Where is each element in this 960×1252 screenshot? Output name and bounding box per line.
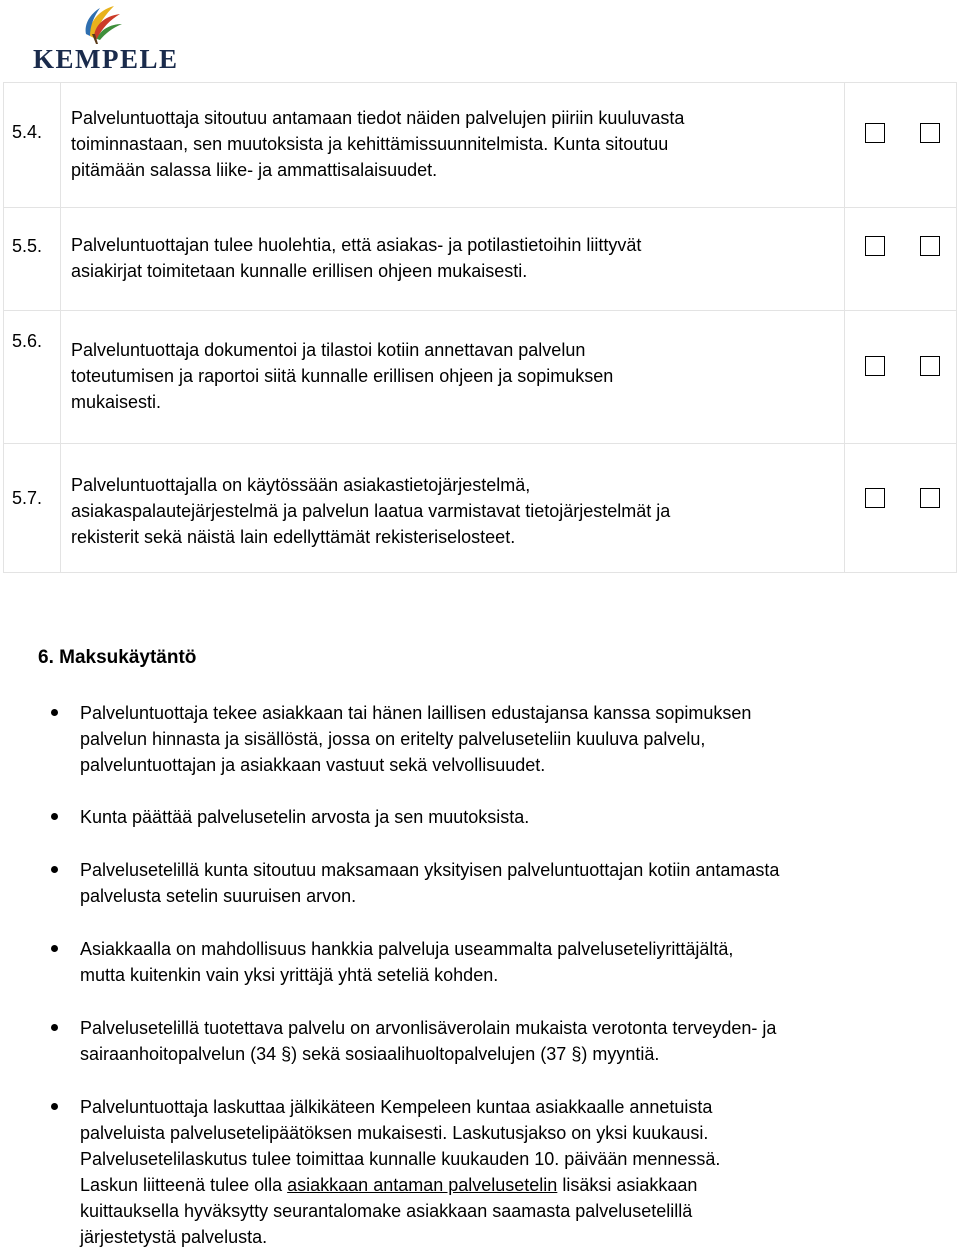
- table-row: [4, 444, 957, 573]
- voucher-link[interactable]: asiakkaan antaman palvelusetelin: [287, 1175, 558, 1195]
- criterion-number: 5.6.: [12, 331, 43, 351]
- list-item: Palvelusetelillä kunta sitoutuu maksamaan yksityisen palveluntuottajan kotiin antamasta palvelusta setelin suuruisen arvon.: [80, 857, 940, 909]
- table-row: [4, 83, 957, 208]
- list-item: Palveluntuottaja tekee asiakkaan tai hänen laillisen edustajansa kanssa sopimuksen palvelun hinnasta ja sisällöstä, jossa on eritelty palveluseteliin kuuluva palvelu, palveluntuottajan ja asiakkaan vastuut sekä velvollisuudet.: [80, 700, 940, 778]
- criterion-number: 5.5.: [12, 236, 43, 256]
- checkbox-no[interactable]: [920, 123, 940, 143]
- checkbox-no[interactable]: [920, 488, 940, 508]
- criterion-number: 5.7.: [12, 488, 43, 508]
- section-heading: 6. Maksukäytäntö: [38, 647, 197, 668]
- list-item: Asiakkaalla on mahdollisuus hankkia palveluja useammalta palveluseteliyrittäjältä, mutta kuitenkin vain yksi yrittäjä yhtä seteliä kohden.: [80, 936, 940, 988]
- criterion-text: Palveluntuottajan tulee huolehtia, että asiakas- ja potilastietoihin liittyvät asiakirjat toimitetaan kunnalle erillisen ohjeen mukaisesti.: [71, 235, 642, 281]
- tree-leaves-icon: [80, 4, 124, 44]
- bullet-icon: [51, 866, 58, 873]
- kempele-logo: [30, 4, 180, 74]
- checkbox-no[interactable]: [920, 236, 940, 256]
- list-item: Palveluntuottaja laskuttaa jälkikäteen Kempeleen kuntaa asiakkaalle annetuista palveluista palvelusetelipäätöksen mukaisesti. Laskutusjakso on yksi kuukausi. Palvelusetelilaskutus tulee toimittaa kunnalle kuukauden 10. päivään mennessä. Laskun liitteenä tulee olla asiakkaan antaman palvelusetelin lisäksi asiakkaan kuittauksella hyväksytty seurantalomake asiakkaan saamasta palvelusetelillä järjestetystä palvelusta.: [80, 1094, 940, 1250]
- list-item: Kunta päättää palvelusetelin arvosta ja sen muutoksista.: [80, 804, 940, 830]
- list-item: Palvelusetelillä tuotettava palvelu on arvonlisäverolain mukaista verotonta terveyden- ja sairaanhoitopalvelun (34 §) sekä sosiaalihuoltopalvelujen (37 §) myyntiä.: [80, 1015, 940, 1067]
- checkbox-yes[interactable]: [865, 488, 885, 508]
- bullet-icon: [51, 1103, 58, 1110]
- criterion-text: Palveluntuottajalla on käytössään asiakastietojärjestelmä, asiakaspalautejärjestelmä ja palvelun laatua varmistavat tietojärjestelmät ja rekisterit sekä näistä lain edellyttämät rekisteriselosteet.: [71, 475, 671, 547]
- criteria-table: [3, 82, 957, 573]
- checkbox-no[interactable]: [920, 356, 940, 376]
- criterion-text: Palveluntuottaja dokumentoi ja tilastoi kotiin annettavan palvelun toteutumisen ja raportoi siitä kunnalle erillisen ohjeen ja sopimuksen mukaisesti.: [71, 340, 614, 412]
- bullet-icon: [51, 1024, 58, 1031]
- checkbox-yes[interactable]: [865, 236, 885, 256]
- bullet-icon: [51, 709, 58, 716]
- table-row: [4, 311, 957, 444]
- checkbox-yes[interactable]: [865, 356, 885, 376]
- bullet-icon: [51, 945, 58, 952]
- logo-wordmark: KEMPELE: [33, 44, 179, 74]
- criterion-text: Palveluntuottaja sitoutuu antamaan tiedot näiden palvelujen piiriin kuuluvasta toiminnastaan, sen muutoksista ja kehittämissuunnitelmista. Kunta sitoutuu pitämään salassa liike- ja ammattisalaisuudet.: [71, 108, 685, 180]
- checkbox-yes[interactable]: [865, 123, 885, 143]
- criterion-number: 5.4.: [12, 122, 43, 142]
- bullet-icon: [51, 813, 58, 820]
- table-row: [4, 208, 957, 311]
